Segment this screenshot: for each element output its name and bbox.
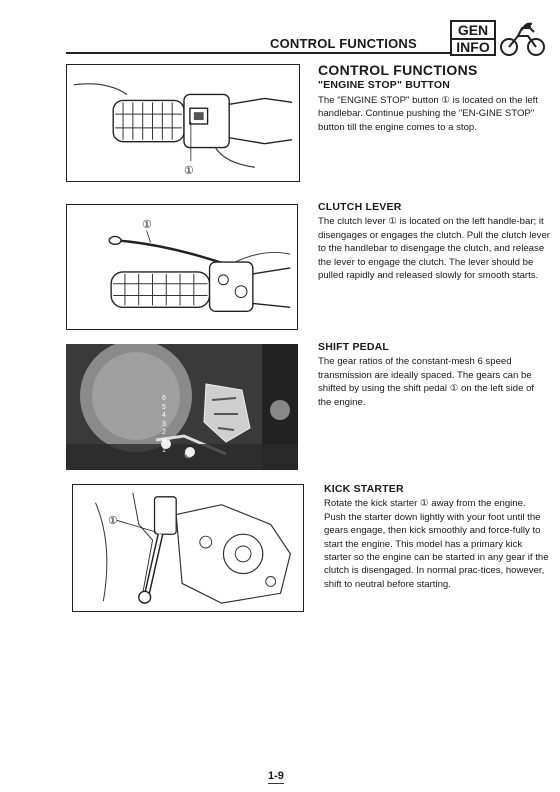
figure-clutch-lever [66,204,298,330]
figure-kick-starter [72,484,304,612]
gear-label: 1 [162,446,166,454]
dirt-bike-icon [498,18,546,58]
callout-1: ① [184,165,194,177]
section-text: The clutch lever ① is located on the left handle-bar; it disengages or engages the clutch. Pull the clutch lever to the handlebar to disengage the clutch, and release the lever to engage the clutch. The lever should be pulled rapidly and released slowly for smooth starts. [318,216,550,282]
header-rule [66,52,450,54]
section-clutch-lever [318,201,550,282]
figure-shift-pedal-photo [66,344,298,470]
section-heading: KICK STARTER [324,483,404,495]
section-text: The "ENGINE STOP" button ① is located on the left handlebar. Continue pushing the "EN-GINE STOP" button till the engine comes to a stop. [318,94,539,133]
callout-1: ① [108,515,118,527]
page-number: 1-9 [268,770,284,782]
gear-sequence [160,395,168,455]
gear-label: 2 [162,429,166,437]
section-heading: "ENGINE STOP" BUTTON [318,79,450,92]
section-heading: CLUTCH LEVER [318,201,402,213]
badge-line-2: INFO [452,38,494,55]
header-title: CONTROL FUNCTIONS [270,36,417,51]
section-text: Rotate the kick starter ① away from the engine. Push the starter down lightly with your foot until the gears engage, then kick smoothly and force-fully to start the engine. This model has a primary kick starter so the engine can be started in any gear if the clutch is disengaged. In normal prac-tices, however, shift to neutral before starting. [324,498,549,590]
gear-label: 4 [162,412,166,420]
section-shift-pedal [318,341,550,409]
gear-label: 6 [162,395,166,402]
section-engine-stop [318,64,550,134]
gear-label: 3 [162,420,166,428]
figure-engine-stop [66,64,300,182]
section-text: The gear ratios of the constant-mesh 6 speed transmission are ideally spaced. The gears can be shifted by using the shift pedal ① on the left side of the engine. [318,356,535,408]
gear-label: 5 [162,403,166,411]
badge-line-1: GEN [457,22,489,38]
section-kick-starter [324,483,550,591]
callout-1: ① [184,450,193,461]
section-heading: SHIFT PEDAL [318,341,390,353]
main-title: CONTROL FUNCTIONS [318,62,478,78]
gen-info-badge [450,20,496,56]
callout-1: ① [142,219,152,231]
gear-label: N [161,437,167,445]
